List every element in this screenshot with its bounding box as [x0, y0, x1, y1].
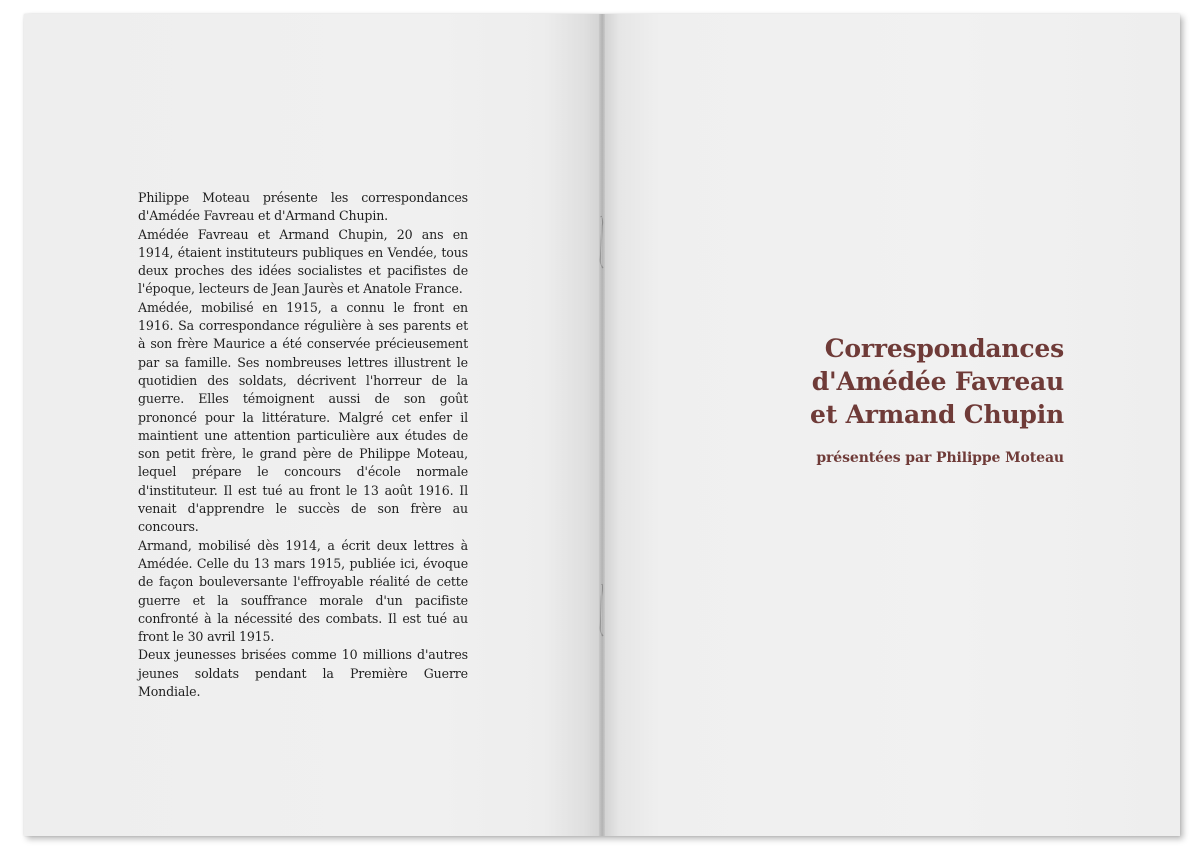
staple-bottom-icon [596, 582, 606, 638]
right-page [602, 14, 1180, 836]
paragraph-amedee: Amédée, mobilisé en 1915, a connu le front en 1916. Sa correspondance régulière à ses parents et à son frère Maurice a été conservée précieusement par sa famille. Ses nombreuses lettres illustrent le quotidien des soldats, décrivent l'horreur de la guerre. Elles témoignent aussi de son goût prononcé pour la littérature. Malgré cet enfer il maintient une attention particulière aux études de son petit frère, le grand père de Philippe Moteau, lequel prépare le concours d'école normale d'instituteur. Il est tué au front le 13 août 1916. Il venait d'apprendre le succès de son frère au concours. [138, 299, 468, 535]
staple-top-icon [596, 214, 606, 270]
binding-gutter [599, 14, 605, 836]
booklet-spread [24, 14, 1180, 836]
introduction-text [138, 189, 468, 701]
paragraph-armand: Armand, mobilisé dès 1914, a écrit deux lettres à Amédée. Celle du 13 mars 1915, publiée ici, évoque de façon bouleversante l'effroyable réalité de cette guerre et la souffrance morale d'un pacifiste confronté à la nécessité des combats. Il est tué au front le 30 avril 1915. [138, 537, 468, 645]
title-line-2: d'Amédée Favreau [811, 367, 1064, 396]
title-block [744, 332, 1064, 468]
paragraph-biography: Amédée Favreau et Armand Chupin, 20 ans en 1914, étaient instituteurs publiques en Vendée, tous deux proches des idées socialistes et pacifistes de l'époque, lecteurs de Jean Jaurès et Anatole France. [138, 226, 468, 297]
paragraph-intro: Philippe Moteau présente les correspondances d'Amédée Favreau et d'Armand Chupin. [138, 190, 468, 224]
left-page [24, 14, 602, 836]
title-line-1: Correspondances [824, 334, 1064, 363]
paragraph-conclusion: Deux jeunesses brisées comme 10 millions d'autres jeunes soldats pendant la Première Guerre Mondiale. [138, 647, 468, 700]
subtitle: présentées par Philippe Moteau [816, 450, 1064, 466]
title-line-3: et Armand Chupin [810, 400, 1064, 429]
